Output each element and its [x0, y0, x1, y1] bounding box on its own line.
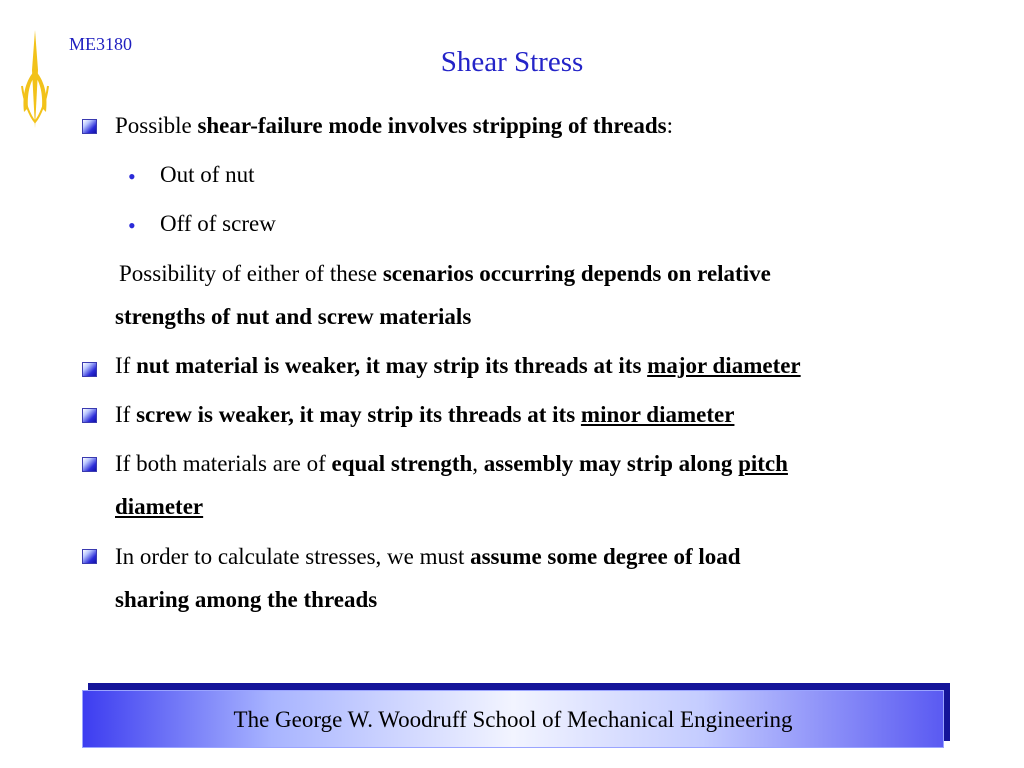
sub-bullet-dot-icon: •	[128, 164, 136, 189]
paragraph-possibility: Possibility of either of these scenarios occurring depends on relative	[119, 261, 771, 286]
bullet-square-icon	[82, 457, 97, 472]
bullet-square-icon	[82, 408, 97, 423]
bullet-load-sharing-line2: sharing among the threads	[115, 587, 378, 612]
bullet-square-icon	[82, 119, 97, 134]
bullet-equal-strength: If both materials are of equal strength, assembly may strip along pitch	[115, 451, 788, 476]
bullet-equal-strength-line2: diameter	[115, 494, 204, 519]
sub-bullet-dot-icon: •	[128, 213, 136, 238]
bullet-screw-weaker: If screw is weaker, it may strip its threads at its minor diameter	[115, 402, 735, 427]
bullet-square-icon	[82, 362, 97, 377]
sub-bullet-off-of-screw: Off of screw	[160, 211, 276, 236]
bullet-shear-failure: Possible shear-failure mode involves stripping of threads:	[115, 113, 673, 138]
bullet-square-icon	[82, 549, 97, 564]
footer-banner	[82, 690, 944, 748]
footer-text: The George W. Woodruff School of Mechanical Engineering	[233, 707, 793, 732]
course-code: ME3180	[69, 34, 132, 54]
bullet-nut-weaker: If nut material is weaker, it may strip its threads at its major diameter	[115, 353, 801, 378]
slide-title: Shear Stress	[440, 46, 584, 78]
paragraph-possibility-line2: strengths of nut and screw materials	[115, 304, 472, 329]
bullet-load-sharing: In order to calculate stresses, we must assume some degree of load	[115, 544, 741, 569]
sub-bullet-out-of-nut: Out of nut	[160, 162, 255, 187]
